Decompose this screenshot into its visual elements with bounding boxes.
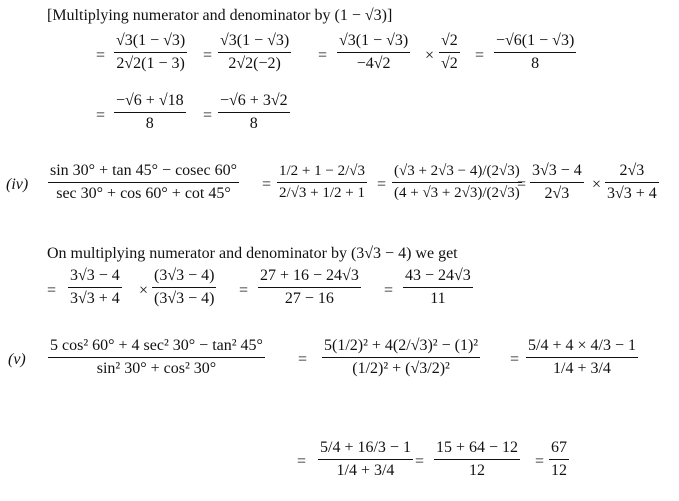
numerator: √2	[441, 32, 458, 49]
numerator: √3(1 − √3)	[339, 32, 409, 49]
fraction	[48, 338, 265, 377]
fraction	[526, 338, 638, 377]
denominator: 2√2(−2)	[228, 55, 281, 72]
fraction	[218, 93, 290, 132]
numerator: 5 cos² 60° + 4 sec² 30° − tan² 45°	[50, 337, 263, 354]
denominator: −4√2	[356, 55, 391, 72]
fraction	[152, 268, 216, 307]
note-text: On multiplying numerator and denominator by (3√3 − 4) we get	[47, 245, 458, 262]
numerator: √3(1 − √3)	[116, 32, 186, 49]
equals-sign: =	[297, 453, 307, 470]
equals-sign: =	[96, 107, 106, 124]
numerator: 3√3 − 4	[532, 162, 582, 179]
numerator: 5/4 + 16/3 − 1	[320, 439, 411, 456]
fraction	[114, 33, 187, 72]
fraction	[530, 163, 584, 202]
numerator: sin 30° + tan 45° − cosec 60°	[50, 162, 237, 179]
denominator: (1/2)² + (√3/2)²	[352, 360, 450, 377]
part-label: (iv)	[6, 176, 29, 193]
fraction	[605, 163, 659, 202]
equals-sign: =	[96, 47, 106, 64]
equals-sign: =	[318, 47, 328, 64]
numerator: (√3 + 2√3 − 4)/(2√3)	[394, 163, 520, 179]
numerator: (3√3 − 4)	[154, 267, 215, 284]
fraction	[277, 164, 367, 201]
denominator: 8	[145, 115, 154, 132]
equals-sign: =	[298, 351, 308, 368]
numerator: 1/2 + 1 − 2/√3	[279, 163, 365, 179]
times-sign: ×	[425, 47, 435, 64]
numerator: 2√3	[619, 162, 645, 179]
denominator: 1/4 + 3/4	[553, 360, 611, 377]
equals-sign: =	[415, 453, 425, 470]
denominator: 8	[531, 55, 540, 72]
fraction	[218, 33, 291, 72]
denominator: sec 30° + cos 60° + cot 45°	[56, 185, 231, 202]
part-label: (v)	[8, 351, 26, 368]
numerator: 27 + 16 − 24√3	[260, 267, 359, 284]
denominator: 3√3 + 4	[70, 290, 120, 307]
denominator: 12	[551, 462, 567, 479]
denominator: sin² 30° + cos² 30°	[96, 360, 217, 377]
fraction	[549, 440, 569, 479]
equals-sign: =	[203, 47, 213, 64]
fraction	[392, 164, 522, 201]
numerator: −√6 + √18	[116, 92, 184, 109]
denominator: 8	[249, 115, 258, 132]
numerator: 67	[551, 439, 567, 456]
fraction	[258, 268, 361, 307]
equals-sign: =	[262, 176, 272, 193]
equals-sign: =	[535, 453, 545, 470]
denominator: 11	[430, 290, 446, 307]
fraction	[318, 440, 413, 479]
times-sign: ×	[139, 282, 149, 299]
denominator: (4 + √3 + 2√3)/(2√3)	[394, 185, 520, 201]
fraction	[403, 268, 473, 307]
equals-sign: =	[517, 176, 527, 193]
denominator: 2√3	[544, 185, 570, 202]
numerator: −√6 + 3√2	[220, 92, 288, 109]
denominator: 2√2(1 − 3)	[116, 55, 185, 72]
numerator: 5/4 + 4 × 4/3 − 1	[528, 337, 636, 354]
denominator: 2/√3 + 1/2 + 1	[279, 185, 365, 201]
numerator: 15 + 64 − 12	[436, 439, 519, 456]
equals-sign: =	[475, 47, 485, 64]
equals-sign: =	[384, 282, 394, 299]
fraction	[68, 268, 122, 307]
equals-sign: =	[239, 282, 249, 299]
intro-text: [Multiplying numerator and denominator by (1 − √3)]	[47, 7, 393, 24]
numerator: 3√3 − 4	[70, 267, 120, 284]
denominator: 27 − 16	[284, 290, 334, 307]
fraction	[494, 33, 576, 72]
fraction	[322, 338, 480, 377]
equals-sign: =	[203, 107, 213, 124]
equals-sign: =	[47, 282, 57, 299]
fraction	[337, 33, 410, 72]
fraction	[434, 440, 520, 479]
times-sign: ×	[592, 176, 602, 193]
equals-sign: =	[510, 351, 520, 368]
denominator: 3√3 + 4	[607, 185, 657, 202]
numerator: 5(1/2)² + 4(2/√3)² − (1)²	[324, 337, 479, 354]
denominator: (3√3 − 4)	[154, 290, 215, 307]
equals-sign: =	[377, 176, 387, 193]
numerator: √3(1 − √3)	[220, 32, 290, 49]
numerator: 43 − 24√3	[405, 267, 471, 284]
numerator: −√6(1 − √3)	[496, 32, 575, 49]
denominator: √2	[441, 55, 458, 72]
fraction	[48, 163, 239, 202]
fraction	[439, 33, 460, 72]
denominator: 12	[469, 462, 486, 479]
denominator: 1/4 + 3/4	[336, 462, 395, 479]
fraction	[114, 93, 186, 132]
